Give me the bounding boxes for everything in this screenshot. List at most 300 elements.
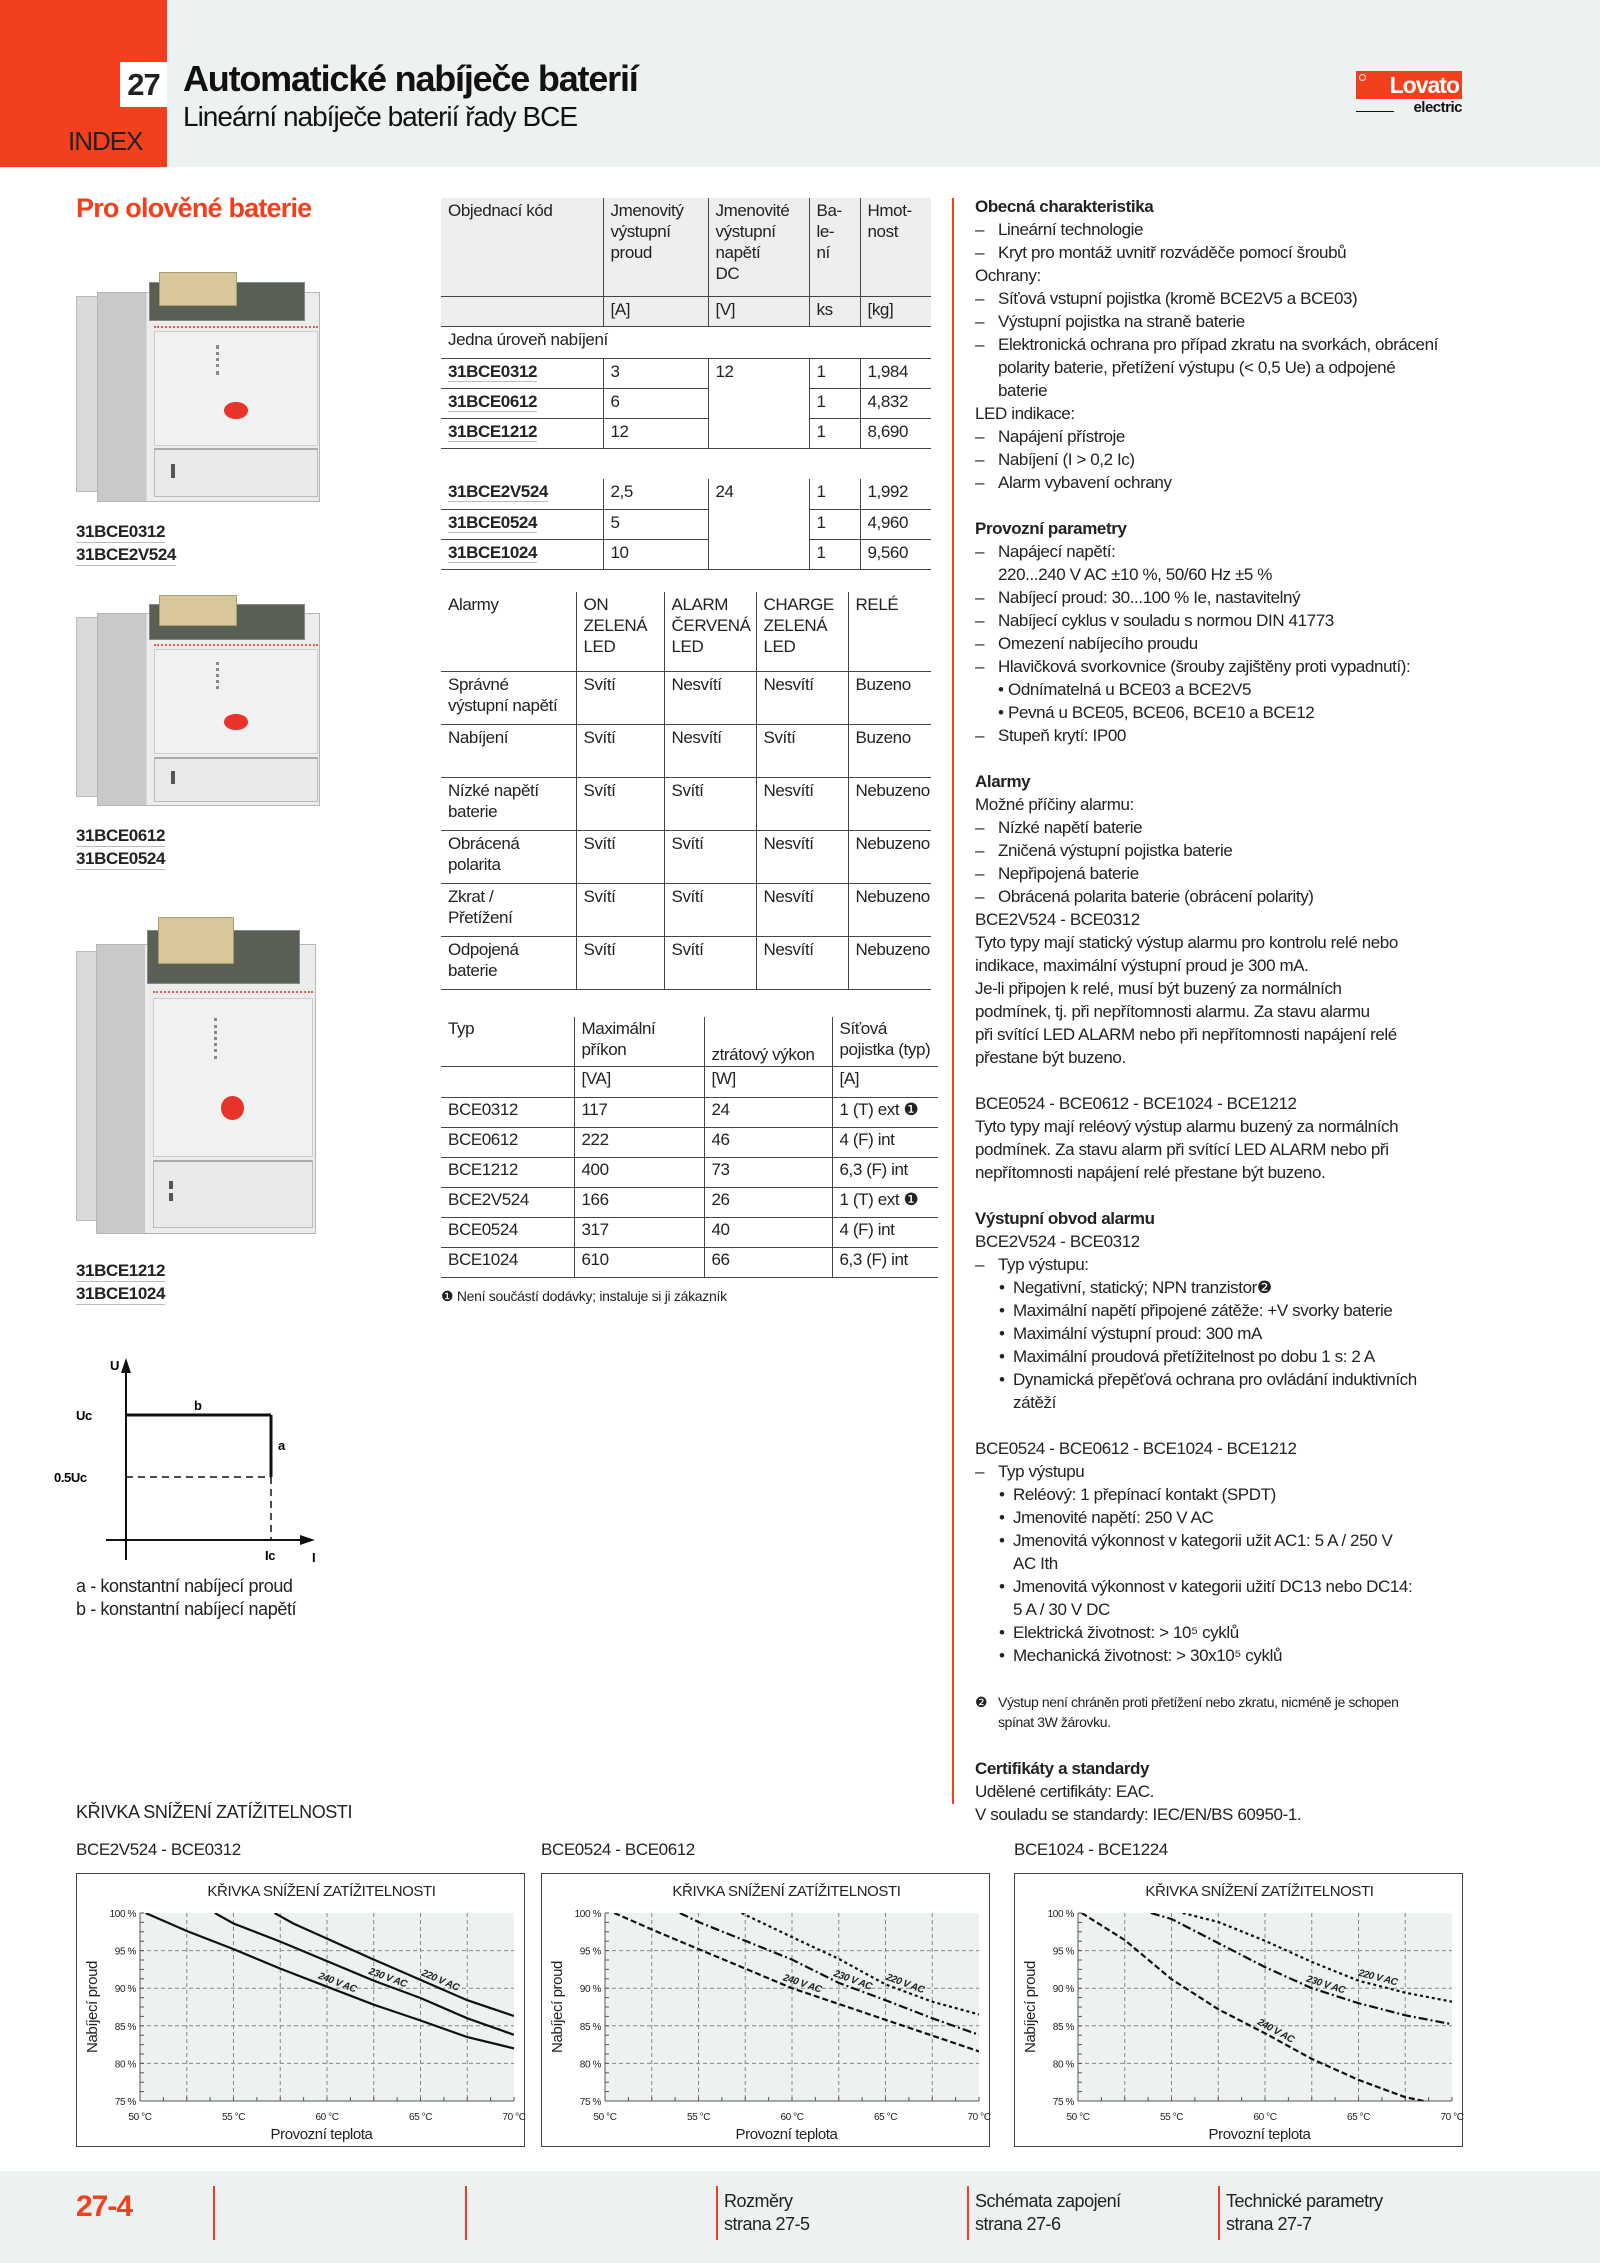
x-tick-label: 55 °C bbox=[1159, 2112, 1184, 2123]
weight-cell: 1,992 bbox=[860, 479, 931, 509]
column-header: Hmot- nost bbox=[860, 198, 931, 296]
pack-cell: 1 bbox=[809, 479, 860, 509]
unit-cell: [A] bbox=[603, 296, 708, 326]
order-code-cell bbox=[441, 418, 603, 448]
series-label: 220 V AC bbox=[419, 1967, 461, 1994]
alarm-condition: Nízké napětí baterie bbox=[441, 777, 576, 830]
footer-divider bbox=[465, 2186, 467, 2240]
series-label: 220 V AC bbox=[1357, 1967, 1399, 1989]
spec-footnote: ❷ Výstup není chráněn proti přetížení nebo zkratu, nicméně je schopen spínat 3W žárovku. bbox=[975, 1692, 1535, 1732]
chart-caption: BCE2V524 - BCE0312 bbox=[76, 1840, 241, 1859]
fuse-cell: 1 (T) ext ❶ bbox=[832, 1097, 938, 1127]
order-code-link[interactable]: 31BCE1212 bbox=[448, 421, 538, 441]
spec-paragraph: Tyto typy mají statický výstup alarmu pro kontrolu relé nebo indikace, maximální výstupní proud je 300 mA. bbox=[975, 933, 1398, 975]
order-code-link[interactable]: 31BCE1024 bbox=[448, 542, 538, 562]
diagram-legend bbox=[76, 1575, 296, 1621]
power-loss-cell: 46 bbox=[704, 1127, 832, 1157]
alarm-condition: Správné výstupní napětí bbox=[441, 671, 576, 724]
spec-bullet: • Jmenovité napětí: 250 V AC bbox=[975, 1506, 1535, 1529]
spec-list-item: – Síťová vstupní pojistka (kromě BCE2V5 a BCE03) bbox=[975, 287, 1535, 310]
table-header-row bbox=[441, 592, 931, 671]
unit-cell: ks bbox=[809, 296, 860, 326]
derating-chart bbox=[1014, 1873, 1463, 2147]
order-code-cell bbox=[441, 539, 603, 569]
spec-bullet: • Maximální napětí připojené zátěže: +V svorky baterie bbox=[975, 1299, 1535, 1322]
spec-bullet: • Maximální proudová přetížitelnost po dobu 1 s: 2 A bbox=[975, 1345, 1535, 1368]
x-tick-label: 50 °C bbox=[128, 2112, 152, 2123]
table-row bbox=[441, 479, 931, 509]
state-cell: Svítí bbox=[576, 777, 664, 830]
y-tick-label: 75 % bbox=[579, 2097, 601, 2108]
series-label: 230 V AC bbox=[367, 1966, 409, 1991]
x-tick-label: 70 °C bbox=[502, 2112, 526, 2123]
current-cell: 2,5 bbox=[603, 479, 708, 509]
pack-cell: 1 bbox=[809, 388, 860, 418]
fuse-cell: 6,3 (F) int bbox=[832, 1247, 938, 1277]
input-power-cell: 117 bbox=[574, 1097, 704, 1127]
input-power-cell: 400 bbox=[574, 1157, 704, 1187]
device-comp bbox=[158, 917, 235, 964]
y-tick-label: 95 % bbox=[579, 1946, 601, 1958]
unit-cell: [W] bbox=[704, 1066, 832, 1097]
state-cell: Svítí bbox=[664, 883, 756, 936]
series-label: 240 V AC bbox=[781, 1972, 823, 1996]
spec-list-item: – Nízké napětí baterie bbox=[975, 816, 1535, 839]
logo-mark-icon bbox=[1359, 74, 1366, 81]
pack-cell: 1 bbox=[809, 358, 860, 388]
column-header: Objednací kód bbox=[441, 198, 603, 296]
fuse-cell: 1 (T) ext ❶ bbox=[832, 1187, 938, 1217]
table-row bbox=[441, 1187, 938, 1217]
unit-cell: [V] bbox=[708, 296, 809, 326]
legend-a: a - konstantní nabíjecí proud bbox=[76, 1576, 293, 1596]
x-tick-label: 55 °C bbox=[686, 2112, 711, 2123]
power-loss-cell: 26 bbox=[704, 1187, 832, 1217]
product-code[interactable]: 31BCE0312 bbox=[76, 522, 166, 541]
u-axis-arrow-icon bbox=[121, 1358, 131, 1373]
product-image bbox=[76, 590, 336, 815]
series-label: 230 V AC bbox=[1304, 1973, 1347, 1997]
group-gap bbox=[441, 448, 931, 479]
spec-list-item: – Stupeň krytí: IP00 bbox=[975, 724, 1535, 747]
unit-cell: [A] bbox=[832, 1066, 938, 1097]
y-tick-label: 95 % bbox=[114, 1946, 136, 1958]
type-cell: BCE1024 bbox=[441, 1247, 574, 1277]
product-codes bbox=[76, 520, 176, 566]
fuse-cell: 4 (F) int bbox=[832, 1217, 938, 1247]
table-header-row bbox=[441, 1017, 938, 1066]
column-divider bbox=[952, 198, 954, 1804]
table-row bbox=[441, 883, 931, 936]
spec-paragraph: V souladu se standardy: IEC/EN/BS 60950-1. bbox=[975, 1805, 1302, 1824]
input-power-cell: 610 bbox=[574, 1247, 704, 1277]
table-header-row bbox=[441, 198, 931, 296]
device-comp bbox=[159, 272, 237, 306]
y-tick-label: 100 % bbox=[109, 1909, 136, 1920]
uc-label: Uc bbox=[76, 1408, 92, 1423]
series-label: 240 V AC bbox=[1255, 2016, 1296, 2046]
spacer bbox=[975, 1069, 1535, 1092]
spec-paragraph: Tyto typy mají reléový výstup alarmu buzený za normálních podmínek. Za stavu alarm při svítící LED ALARM nebo při nepřítomnosti napájení relé přestane být buzeno. bbox=[975, 1117, 1399, 1182]
state-cell: Nesvítí bbox=[756, 671, 848, 724]
y-tick-label: 80 % bbox=[579, 2059, 601, 2071]
column-header: ALARM ČERVENÁ LED bbox=[664, 592, 756, 671]
y-axis-label: Nabíjecí proud bbox=[84, 1961, 101, 2053]
footer-divider bbox=[716, 2186, 718, 2240]
half-uc-label: 0.5Uc bbox=[54, 1470, 87, 1485]
state-cell: Buzeno bbox=[848, 671, 931, 724]
product-code[interactable]: 31BCE0612 bbox=[76, 826, 166, 845]
units-row bbox=[441, 296, 931, 326]
pack-cell: 1 bbox=[809, 539, 860, 569]
link-dimensions[interactable]: Rozměry strana 27-5 bbox=[724, 2191, 810, 2234]
spec-paragraph: Je-li připojen k relé, musí být buzený za normálních podmínek, tj. při nepřítomnosti alarmu. Za stavu alarmu při svítící LED ALARM nebo při nepřítomnosti napájení relé přestane být buzeno. bbox=[975, 979, 1397, 1067]
pack-cell: 1 bbox=[809, 418, 860, 448]
power-loss-cell: 24 bbox=[704, 1097, 832, 1127]
alarm-condition: Odpojená baterie bbox=[441, 936, 576, 989]
fuse-footnote: ❶ Není součástí dodávky; instaluje si ji zákazník bbox=[441, 1288, 727, 1304]
current-cell: 5 bbox=[603, 509, 708, 539]
power-loss-cell: 73 bbox=[704, 1157, 832, 1187]
product-codes bbox=[76, 824, 165, 870]
state-cell: Svítí bbox=[576, 936, 664, 989]
column-header bbox=[574, 1017, 704, 1066]
order-code-link[interactable]: 31BCE0312 bbox=[448, 361, 538, 381]
table-row bbox=[441, 539, 931, 569]
spec-paragraph: LED indikace: bbox=[975, 404, 1075, 423]
chart-caption: BCE0524 - BCE0612 bbox=[541, 1840, 695, 1859]
link-technical-parameters[interactable]: Technické parametry strana 27-7 bbox=[1226, 2191, 1383, 2234]
unit-cell: [kg] bbox=[860, 296, 931, 326]
y-tick-label: 90 % bbox=[114, 1984, 136, 1996]
spec-paragraph: BCE0524 - BCE0612 - BCE1024 - BCE1212 bbox=[975, 1439, 1297, 1458]
index-link[interactable]: INDEX bbox=[68, 126, 143, 156]
column-header: Jmenovité výstupní napětí DC bbox=[708, 198, 809, 296]
y-tick-label: 85 % bbox=[1052, 2021, 1074, 2033]
state-cell: Svítí bbox=[576, 671, 664, 724]
current-cell: 10 bbox=[603, 539, 708, 569]
charging-characteristic-diagram bbox=[54, 1340, 360, 1565]
y-tick-label: 90 % bbox=[1052, 1984, 1074, 1996]
product-codes bbox=[76, 1259, 165, 1305]
order-code-cell bbox=[441, 358, 603, 388]
alarm-condition: Nabíjení bbox=[441, 724, 576, 777]
x-tick-label: 65 °C bbox=[1346, 2112, 1371, 2123]
spec-heading: Provozní parametry bbox=[975, 519, 1127, 538]
product-code[interactable]: 31BCE2V524 bbox=[76, 545, 176, 564]
y-tick-label: 80 % bbox=[114, 2059, 136, 2071]
column-header: Alarmy bbox=[441, 592, 576, 671]
y-tick-label: 100 % bbox=[1047, 1909, 1074, 1920]
fuse-cell: 6,3 (F) int bbox=[832, 1157, 938, 1187]
input-power-cell: 222 bbox=[574, 1127, 704, 1157]
power-loss-cell: 40 bbox=[704, 1217, 832, 1247]
table-row bbox=[441, 936, 931, 989]
chart-title: KŘIVKA SNÍŽENÍ ZATÍŽITELNOSTI bbox=[1145, 1883, 1374, 1900]
order-code-cell bbox=[441, 388, 603, 418]
derating-chart bbox=[76, 1873, 525, 2147]
type-cell: BCE0312 bbox=[441, 1097, 574, 1127]
spec-list-item: – Elektronická ochrana pro případ zkratu na svorkách, obrácení polarity baterie, přetížení výstupu (< 0,5 Ue) a odpojené baterie bbox=[975, 333, 1535, 402]
spec-bullet: • Dynamická přepěťová ochrana pro ovládání induktivních zátěží bbox=[975, 1368, 1535, 1414]
product-code[interactable]: 31BCE1212 bbox=[76, 1261, 166, 1280]
alarm-led-table bbox=[441, 592, 931, 990]
table-row bbox=[441, 1217, 938, 1247]
spec-list-item: – Hlavičková svorkovnice (šrouby zajištěny proti vypadnutí): bbox=[975, 655, 1535, 678]
y-axis-label: Nabíjecí proud bbox=[1022, 1961, 1039, 2053]
chart-title: KŘIVKA SNÍŽENÍ ZATÍŽITELNOSTI bbox=[207, 1883, 436, 1900]
footer-divider bbox=[213, 2186, 215, 2240]
series-label: 220 V AC bbox=[884, 1971, 926, 1997]
device-knob bbox=[224, 402, 247, 419]
specifications-text bbox=[975, 195, 1535, 1826]
state-cell: Nebuzeno bbox=[848, 830, 931, 883]
state-cell: Nesvítí bbox=[664, 671, 756, 724]
y-tick-label: 80 % bbox=[1052, 2059, 1074, 2071]
x-tick-label: 70 °C bbox=[1440, 2112, 1464, 2123]
unit-cell bbox=[441, 296, 603, 326]
spec-list-item: – Výstupní pojistka na straně baterie bbox=[975, 310, 1535, 333]
chapter-number: 27 bbox=[120, 62, 167, 107]
state-cell: Nesvítí bbox=[756, 883, 848, 936]
state-cell: Nebuzeno bbox=[848, 936, 931, 989]
state-cell: Nesvítí bbox=[756, 830, 848, 883]
spec-paragraph: BCE2V524 - BCE0312 bbox=[975, 910, 1140, 929]
x-tick-label: 60 °C bbox=[1253, 2112, 1277, 2123]
spec-list-item: – Nabíjecí cyklus v souladu s normou DIN 41773 bbox=[975, 609, 1535, 632]
chart-svg bbox=[542, 1874, 991, 2148]
x-tick-label: 50 °C bbox=[1066, 2112, 1090, 2123]
spec-bullet: • Elektrická životnost: > 10⁵ cyklů bbox=[975, 1621, 1535, 1644]
state-cell: Nesvítí bbox=[664, 724, 756, 777]
spec-list-item: – Obrácená polarita baterie (obrácení polarity) bbox=[975, 885, 1535, 908]
derating-section-title: KŘIVKA SNÍŽENÍ ZATÍŽITELNOSTI bbox=[76, 1802, 353, 1822]
i-axis-arrow-icon bbox=[300, 1535, 315, 1545]
spacer bbox=[975, 1667, 1535, 1690]
order-code-link[interactable]: 31BCE2V524 bbox=[448, 482, 548, 501]
x-axis-label: Provozní teplota bbox=[735, 2126, 838, 2143]
weight-cell: 8,690 bbox=[860, 418, 931, 448]
current-cell: 12 bbox=[603, 418, 708, 448]
x-axis-label: Provozní teplota bbox=[1208, 2126, 1311, 2143]
chart-svg bbox=[77, 1874, 526, 2148]
spec-list-item: – Zničená výstupní pojistka baterie bbox=[975, 839, 1535, 862]
y-tick-label: 95 % bbox=[1052, 1946, 1074, 1958]
current-cell: 6 bbox=[603, 388, 708, 418]
weight-cell: 1,984 bbox=[860, 358, 931, 388]
footer-divider bbox=[967, 2186, 969, 2240]
spec-bullet: • Mechanická životnost: > 30x10⁵ cyklů bbox=[975, 1644, 1535, 1667]
spec-list-item: – Nepřipojená baterie bbox=[975, 862, 1535, 885]
table-row bbox=[441, 1247, 938, 1277]
product-image bbox=[76, 267, 336, 512]
device-leds bbox=[216, 662, 278, 689]
column-header: Jmenovitý výstupní proud bbox=[603, 198, 708, 296]
voltage-cell: 24 bbox=[708, 479, 809, 569]
table-row bbox=[441, 358, 931, 388]
weight-cell: 9,560 bbox=[860, 539, 931, 569]
label-a: a bbox=[278, 1438, 285, 1453]
product-code[interactable]: 31BCE1024 bbox=[76, 1284, 166, 1303]
state-cell: Nesvítí bbox=[756, 777, 848, 830]
y-tick-label: 75 % bbox=[114, 2097, 136, 2108]
spec-list-item: – Typ výstupu: bbox=[975, 1253, 1535, 1276]
device-term bbox=[154, 448, 318, 497]
spacer bbox=[975, 1184, 1535, 1207]
state-cell: Svítí bbox=[576, 830, 664, 883]
device-leds bbox=[216, 345, 278, 374]
order-code-table bbox=[441, 198, 931, 570]
table-row bbox=[441, 1157, 938, 1187]
y-tick-label: 75 % bbox=[1052, 2097, 1074, 2108]
x-tick-label: 60 °C bbox=[315, 2112, 339, 2123]
table-row bbox=[441, 418, 931, 448]
column-header: Typ bbox=[441, 1017, 574, 1066]
unit-cell bbox=[441, 1066, 574, 1097]
alarm-condition: Zkrat / Přetížení bbox=[441, 883, 576, 936]
spec-paragraph: BCE0524 - BCE0612 - BCE1024 - BCE1212 bbox=[975, 1094, 1297, 1113]
spacer bbox=[975, 1414, 1535, 1437]
current-cell: 3 bbox=[603, 358, 708, 388]
ic-label: Ic bbox=[265, 1548, 276, 1563]
spec-list-item: – Napájení přístroje bbox=[975, 425, 1535, 448]
column-header: Ba- le- ní bbox=[809, 198, 860, 296]
device-knob bbox=[224, 714, 247, 730]
column-header bbox=[704, 1017, 832, 1066]
spacer bbox=[975, 747, 1535, 770]
units-row bbox=[441, 1066, 938, 1097]
product-image bbox=[76, 910, 331, 1248]
y-tick-label: 85 % bbox=[579, 2021, 601, 2033]
spec-heading: Certifikáty a standardy bbox=[975, 1759, 1150, 1778]
fuse-cell: 4 (F) int bbox=[832, 1127, 938, 1157]
label-b: b bbox=[194, 1398, 202, 1413]
spec-paragraph: BCE2V524 - BCE0312 bbox=[975, 1232, 1140, 1251]
order-code-link[interactable]: 31BCE0524 bbox=[448, 512, 538, 532]
state-cell: Svítí bbox=[576, 724, 664, 777]
x-tick-label: 70 °C bbox=[967, 2112, 991, 2123]
input-power-cell: 317 bbox=[574, 1217, 704, 1247]
spec-paragraph: Možné příčiny alarmu: bbox=[975, 795, 1134, 814]
spec-heading: Výstupní obvod alarmu bbox=[975, 1209, 1155, 1228]
column-header: CHARGE ZELENÁ LED bbox=[756, 592, 848, 671]
order-code-link[interactable]: 31BCE0612 bbox=[448, 391, 538, 411]
spec-list-item: – Napájecí napětí: 220...240 V AC ±10 %, 50/60 Hz ±5 % bbox=[975, 540, 1535, 586]
product-code[interactable]: 31BCE0524 bbox=[76, 849, 166, 868]
voltage-cell: 12 bbox=[708, 358, 809, 448]
column-header: RELÉ bbox=[848, 592, 931, 671]
y-axis-label: Nabíjecí proud bbox=[549, 1961, 566, 2053]
header-power-loss: ztrátový výkon bbox=[711, 1044, 815, 1064]
page-number: 27-4 bbox=[76, 2190, 133, 2223]
spec-bullet: • Pevná u BCE05, BCE06, BCE10 a BCE12 bbox=[975, 701, 1535, 724]
header-input-power: příkon bbox=[581, 1040, 627, 1059]
device-comp bbox=[159, 595, 237, 627]
column-header: Síťová pojistka (typ) bbox=[832, 1017, 938, 1066]
i-label: I bbox=[312, 1550, 316, 1565]
state-cell: Svítí bbox=[664, 777, 756, 830]
spec-paragraph: Ochrany: bbox=[975, 266, 1041, 285]
state-cell: Svítí bbox=[756, 724, 848, 777]
section-heading: Pro olověné baterie bbox=[76, 193, 312, 223]
spec-bullet: • Jmenovitá výkonnost v kategorii užití DC13 nebo DC14: 5 A / 30 V DC bbox=[975, 1575, 1535, 1621]
state-cell: Svítí bbox=[664, 936, 756, 989]
type-cell: BCE0524 bbox=[441, 1217, 574, 1247]
spec-list-item: – Lineární technologie bbox=[975, 218, 1535, 241]
spec-list-item: – Omezení nabíjecího proudu bbox=[975, 632, 1535, 655]
type-cell: BCE0612 bbox=[441, 1127, 574, 1157]
alarm-condition: Obrácená polarita bbox=[441, 830, 576, 883]
spec-list-item: – Alarm vybavení ochrany bbox=[975, 471, 1535, 494]
y-tick-label: 90 % bbox=[579, 1984, 601, 1996]
device-knob bbox=[221, 1096, 244, 1120]
device-stripe bbox=[153, 991, 314, 993]
order-code-cell bbox=[441, 479, 603, 509]
state-cell: Nebuzeno bbox=[848, 883, 931, 936]
series-label: 230 V AC bbox=[832, 1968, 874, 1993]
table-row bbox=[441, 724, 931, 777]
table-row bbox=[441, 671, 931, 724]
weight-cell: 4,832 bbox=[860, 388, 931, 418]
table-row bbox=[441, 777, 931, 830]
type-cell: BCE2V524 bbox=[441, 1187, 574, 1217]
state-cell: Svítí bbox=[576, 883, 664, 936]
spec-bullet: • Reléový: 1 přepínací kontakt (SPDT) bbox=[975, 1483, 1535, 1506]
device-leds bbox=[214, 1018, 275, 1059]
pack-cell: 1 bbox=[809, 509, 860, 539]
page-subtitle: Lineární nabíječe baterií řady BCE bbox=[183, 101, 578, 132]
chart-svg bbox=[1015, 1874, 1464, 2148]
table-row bbox=[441, 509, 931, 539]
spec-bullet: • Jmenovitá výkonnost v kategorii užit AC1: 5 A / 250 V AC Ith bbox=[975, 1529, 1535, 1575]
table-row bbox=[441, 1097, 938, 1127]
logo-subtitle: electric bbox=[1413, 99, 1462, 116]
spec-heading: Alarmy bbox=[975, 772, 1031, 791]
y-tick-label: 100 % bbox=[574, 1909, 601, 1920]
spec-list-item: – Nabíjení (I > 0,2 Ic) bbox=[975, 448, 1535, 471]
page-title: Automatické nabíječe baterií bbox=[183, 58, 638, 99]
spec-heading: Obecná charakteristika bbox=[975, 197, 1154, 216]
table-row bbox=[441, 388, 931, 418]
device-stripe bbox=[154, 644, 318, 646]
spec-list-item: – Nabíjecí proud: 30...100 % Ie, nastavitelný bbox=[975, 586, 1535, 609]
spec-paragraph: Udělené certifikáty: EAC. bbox=[975, 1782, 1154, 1801]
series-label: 240 V AC bbox=[316, 1970, 358, 1996]
legend-b: b - konstantní nabíjecí napětí bbox=[76, 1599, 297, 1619]
lovato-logo: Lovato bbox=[1356, 71, 1462, 99]
order-code-cell bbox=[441, 509, 603, 539]
chart-caption: BCE1024 - BCE1224 bbox=[1014, 1840, 1168, 1859]
spec-bullet: • Odnímatelná u BCE03 a BCE2V5 bbox=[975, 678, 1535, 701]
spec-bullet: • Negativní, statický; NPN tranzistor❷ bbox=[975, 1276, 1535, 1299]
x-tick-label: 60 °C bbox=[780, 2112, 804, 2123]
table-row bbox=[441, 830, 931, 883]
logo-underline bbox=[1356, 111, 1394, 112]
x-tick-label: 55 °C bbox=[221, 2112, 246, 2123]
x-tick-label: 50 °C bbox=[593, 2112, 617, 2123]
table-row bbox=[441, 1127, 938, 1157]
input-power-cell: 166 bbox=[574, 1187, 704, 1217]
spec-list-item: – Kryt pro montáž uvnitř rozváděče pomocí šroubů bbox=[975, 241, 1535, 264]
power-loss-cell: 66 bbox=[704, 1247, 832, 1277]
weight-cell: 4,960 bbox=[860, 509, 931, 539]
spacer bbox=[975, 494, 1535, 517]
spec-list-item: – Typ výstupu bbox=[975, 1460, 1535, 1483]
link-wiring-diagrams[interactable]: Schémata zapojení strana 27-6 bbox=[975, 2191, 1121, 2234]
unit-cell: [VA] bbox=[574, 1066, 704, 1097]
x-tick-label: 65 °C bbox=[873, 2112, 898, 2123]
power-table bbox=[441, 1017, 938, 1278]
